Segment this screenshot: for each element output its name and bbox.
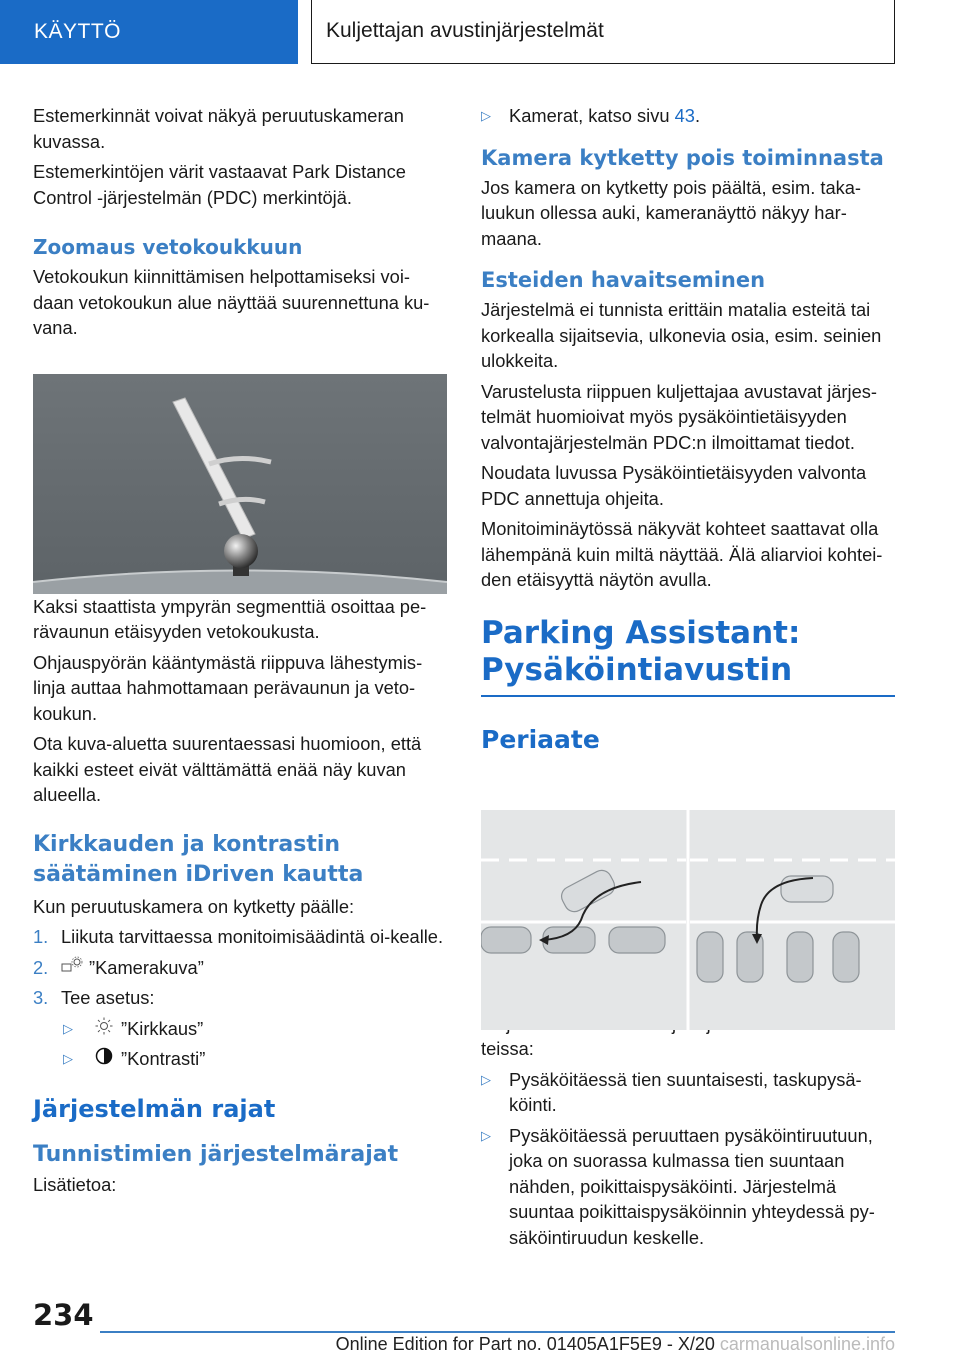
right-column [481,103,895,1255]
paragraph: Ota kuva-aluetta suurentaessasi huomioon, että kaikki esteet eivät välttämättä enää näy kuvan alueella. [33,733,422,805]
paragraph: Monitoiminäytössä näkyvät kohteet saattavat olla lähempänä kuin miltä näyttää. Älä aliarvioi kohtei-den etäisyyttä näytön avulla. [481,518,883,590]
sun-icon [93,1016,115,1042]
limits-heading: Järjestelmän rajat [33,1094,276,1123]
paragraph: Estemerkinnät voivat näkyä peruutuskameran kuvassa. [33,105,404,152]
left-column [33,103,447,1202]
bullet-cameras: ▷ Kamerat, katso sivu 43. [481,105,701,126]
camera-off-heading: Kamera kytketty pois toiminnasta [481,145,884,170]
section-tab: KÄYTTÖ [0,0,298,64]
watermark: carmanualsonline.info [719,1334,895,1354]
paragraph: Estemerkintöjen värit vastaavat Park Distance Control -järjestelmän (PDC) merkintöjä. [33,161,406,208]
paragraph: Ohjauspyörän kääntymästä riippuva lähestymis-linja auttaa hahmottamaan perävaunun ja veto-koukun. [33,651,423,724]
footer-edition: Online Edition for Part no. 01405A1F5E9 - X/20 carmanualsonline.info [335,1334,895,1354]
sub-step-brightness: ▷ ”Kirkkaus” [33,1016,447,1042]
page-link[interactable]: 43 [674,105,695,126]
camera-settings-icon [61,955,83,981]
paragraph: teissa: [481,1038,534,1059]
step-2: 2. ”Kamerakuva” [33,955,447,981]
tow-hook-zoom-figure [33,374,447,594]
bullet-parallel-parking: ▷ Pysäköitäessä tien suuntaisesti, taskupysä-köinti. [481,1068,862,1115]
page-number: 234 [33,1298,94,1332]
bullet-perpendicular-parking: ▷ Pysäköitäessä peruuttaen pysäköintiruutuun, joka on suorassa kulmassa tien suuntaan nähden, poikittaispysäköinti. Järjestelmä suuntaa poikittaispysäköinnin yhteydessä py-säköintiruudun keskelle. [481,1124,875,1248]
parking-assistant-heading: Parking Assistant: Pysäköintiavustin [481,614,801,688]
paragraph: Varustelusta riippuen kuljettajaa avustavat järjes-telmät huomioivat myös pysäköintietäisyyden valvontajärjestelmän PDC:n ilmoittamat tiedot. [481,380,877,453]
heading-rule [481,695,895,697]
brightness-heading: Kirkkauden ja kontrastin säätäminen iDriven kautta [33,831,364,887]
paragraph: Noudata luvussa Pysäköintietäisyyden valvonta PDC annettuja ohjeita. [481,462,867,509]
sub-step-contrast: ▷ ”Kontrasti” [33,1046,447,1072]
obstacle-heading: Esteiden havaitseminen [481,268,766,292]
footer-rule [100,1331,895,1333]
sensor-heading: Tunnistimien järjestelmärajat [33,1141,399,1167]
paragraph: Jos kamera on kytketty pois päältä, esim. taka-luukun ollessa auki, kameranäyttö näkyy har-maana. [481,176,862,249]
paragraph: Kaksi staattista ympyrän segmenttiä osoittaa pe-rävaunun etäisyyden vetokoukusta. [33,595,427,642]
paragraph: Vetokoukun kiinnittämisen helpottamiseksi voi-daan vetokoukun alue näyttää suurennettuna ku-vana. [33,266,430,338]
paragraph: Kun peruutuskamera on kytketty päälle: [33,895,355,917]
principle-heading: Periaate [481,724,600,754]
parking-principle-figure [481,810,895,1030]
step-1: 1. Liikuta tarvittaessa monitoimisäädintä oi-kealle. [33,926,444,947]
chapter-title: Kuljettajan avustinjärjestelmät [311,0,895,64]
step-3: 3. Tee asetus: [33,987,155,1008]
paragraph: Järjestelmä ei tunnista erittäin matalia esteitä tai korkealla sijaitsevia, ulkonevia osia, esim. seinien ulokkeita. [481,299,882,371]
contrast-icon [93,1046,115,1072]
paragraph: Lisätietoa: [33,1173,117,1195]
zoom-heading: Zoomaus vetokoukkuun [33,235,303,259]
